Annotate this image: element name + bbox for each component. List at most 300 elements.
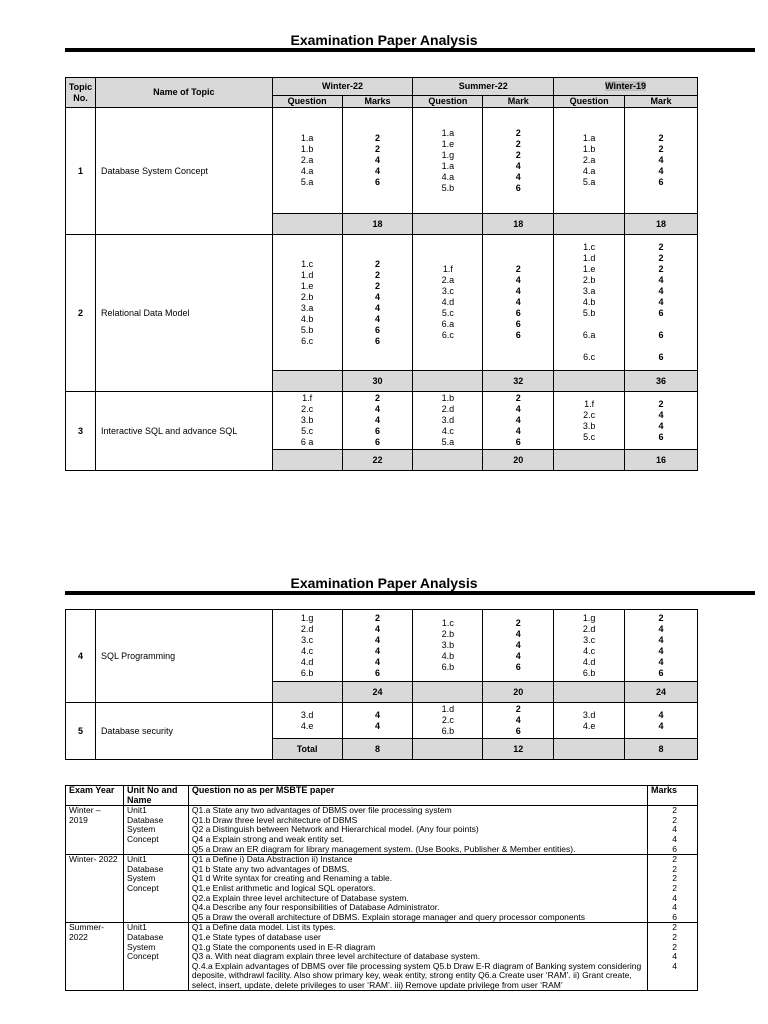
- winter22-marks-item: 4: [375, 656, 381, 667]
- msbte-rows: [66, 806, 698, 991]
- winter19-marks: [625, 108, 698, 214]
- winter22-questions: [272, 703, 342, 739]
- winter22-marks-item: 4: [374, 291, 380, 302]
- header-marks: Marks: [648, 786, 698, 806]
- question-item: Q4.a Describe any four responsibilities of Database Administrator.: [191, 902, 440, 913]
- summer22-questions-item: 1.e: [441, 138, 455, 149]
- topic-name: Database System Concept: [95, 108, 272, 235]
- header-summer-22: Summer-22: [413, 78, 554, 96]
- winter22-questions-item: 1.g: [300, 612, 314, 623]
- analysis-table-1: [65, 77, 698, 471]
- topic-number: 2: [66, 235, 96, 392]
- question-item: Q1.b Draw three level architecture of DBMS: [191, 814, 358, 825]
- winter22-marks: [342, 108, 413, 214]
- winter22-marks-item: 4: [374, 302, 380, 313]
- summer22-marks-item: 2: [515, 704, 521, 714]
- header-winter-22: Winter-22: [272, 78, 413, 96]
- winter19-marks-item: 4: [658, 409, 664, 420]
- winter22-marks-item: 2: [375, 612, 381, 623]
- winter19-questions-item: 5.a: [582, 177, 596, 187]
- winter19-total-spacer: [554, 682, 625, 703]
- mark-item: 2: [672, 805, 677, 816]
- mark-item: 2: [672, 941, 677, 952]
- winter19-questions-item: 2.b: [582, 275, 596, 285]
- summer22-marks-item: 4: [515, 651, 521, 661]
- summer22-questions-item: 1.f: [442, 264, 453, 274]
- winter22-marks-item: 4: [374, 155, 380, 165]
- winter19-questions-item: 3.a: [582, 286, 596, 296]
- msbte-row: [66, 855, 698, 923]
- mark-item: 2: [672, 814, 677, 825]
- msbte-table: [65, 785, 698, 991]
- topic-name: Relational Data Model: [95, 235, 272, 392]
- winter22-marks-item: 2: [374, 144, 380, 154]
- winter19-total: 24: [625, 682, 698, 703]
- summer22-marks-item: 4: [515, 160, 521, 171]
- winter19-questions-item: 2.d: [582, 623, 596, 634]
- winter22-questions-item: 2.a: [300, 155, 314, 165]
- header-exam-year: Exam Year: [66, 786, 124, 806]
- question-item: Q5 a Draw the overall architecture of DBMS. Explain storage manager and query processor components: [191, 911, 585, 922]
- winter19-marks-item: 2: [658, 253, 664, 263]
- mark-item: 4: [672, 824, 677, 835]
- mark-item: 2: [672, 922, 677, 933]
- topic-number: 3: [66, 392, 96, 471]
- winter19-questions-item: 4.b: [582, 297, 596, 307]
- summer22-marks-item: 6: [515, 182, 521, 193]
- question-item: Q1.g State the components used in E-R diagram: [191, 941, 376, 952]
- summer22-marks: [483, 392, 554, 450]
- summer22-questions-item: 4.b: [441, 651, 455, 661]
- summer22-questions-item: 2.b: [441, 629, 455, 639]
- mark-item: 2: [672, 931, 677, 942]
- summer22-marks-item: 2: [515, 138, 521, 149]
- winter22-questions-item: 1.d: [300, 269, 314, 280]
- winter22-questions-item: 6.b: [300, 667, 314, 678]
- subheader-question: Question: [272, 96, 342, 108]
- winter22-questions-item: 4.c: [301, 645, 314, 656]
- winter19-marks: [625, 392, 698, 450]
- winter19-marks-item: 4: [658, 656, 664, 667]
- summer22-marks-item: 2: [515, 264, 521, 274]
- topic-name: SQL Programming: [95, 610, 272, 703]
- winter22-marks-item: 2: [374, 393, 380, 403]
- winter22-total-spacer: [272, 214, 342, 235]
- winter22-total: 22: [342, 450, 413, 471]
- winter19-marks-item: 4: [658, 286, 664, 296]
- summer22-questions: [413, 108, 483, 214]
- winter19-marks-item: 6: [658, 352, 664, 362]
- winter19-marks-item: 4: [658, 623, 664, 634]
- summer22-marks-item: 4: [515, 426, 521, 436]
- winter19-marks-item: 6: [658, 308, 664, 318]
- winter19-marks-item: 2: [658, 133, 664, 143]
- topic-name: Interactive SQL and advance SQL: [95, 392, 272, 471]
- questions: [188, 923, 647, 991]
- winter19-questions-item: 1.c: [583, 242, 596, 252]
- topic-number: 4: [66, 610, 96, 703]
- winter22-marks: [342, 235, 413, 371]
- winter19-questions: [554, 392, 625, 450]
- winter19-questions-item: 4.d: [582, 656, 596, 667]
- winter19-marks-item: 2: [658, 264, 664, 274]
- unit-name: Unit1 Database System Concept: [123, 923, 188, 991]
- winter22-questions-item: 4.e: [300, 720, 314, 731]
- summer22-marks-item: 4: [515, 286, 521, 296]
- header-unit: Unit No and Name: [123, 786, 188, 806]
- winter22-total: 30: [342, 371, 413, 392]
- winter19-marks-item: 2: [658, 242, 664, 252]
- winter19-marks-item: 6: [658, 330, 664, 340]
- winter19-marks-item: 4: [658, 166, 664, 176]
- question-item: Q1 a Define i) Data Abstraction ii) Instance: [191, 854, 353, 865]
- winter22-marks: [342, 610, 413, 682]
- winter19-questions-item: 1.g: [582, 612, 596, 623]
- summer22-questions: [413, 392, 483, 450]
- winter19-questions-item: 1.f: [584, 398, 595, 409]
- winter19-marks: [625, 610, 698, 682]
- mark-item: 6: [672, 911, 677, 922]
- winter19-marks-item: 2: [658, 612, 664, 623]
- summer22-questions-item: 5.a: [441, 437, 455, 447]
- subheader-mark: Mark: [625, 96, 698, 108]
- mark-item: 2: [672, 882, 677, 893]
- questions: [188, 806, 647, 855]
- question-item: Q2.a Explain three level architecture of Database system.: [191, 892, 409, 903]
- summer22-questions-item: 4.d: [441, 297, 455, 307]
- question-item: Q1.e State types of database user: [191, 931, 321, 942]
- question-marks: [648, 855, 698, 923]
- question-marks: [648, 806, 698, 855]
- mark-item: 4: [672, 902, 677, 913]
- summer22-questions-item: 1.c: [441, 618, 454, 628]
- mark-item: 2: [672, 863, 677, 874]
- winter22-marks-item: 6: [374, 437, 380, 447]
- summer22-total-spacer: [413, 450, 483, 471]
- summer22-marks: [483, 235, 554, 371]
- winter19-questions-item: 1.e: [582, 264, 596, 274]
- winter19-questions-item: 3.c: [583, 634, 596, 645]
- summer22-questions-item: 2.d: [441, 404, 455, 414]
- winter19-marks: [625, 703, 698, 739]
- winter22-marks-item: 4: [375, 645, 381, 656]
- question-item: Q1.a State any two advantages of DBMS over file processing system: [191, 805, 452, 816]
- total-label: Total: [272, 739, 342, 760]
- summer22-total-spacer: [413, 214, 483, 235]
- winter19-marks-item: 6: [658, 431, 664, 442]
- summer22-total: 18: [483, 214, 554, 235]
- mark-item: 2: [672, 873, 677, 884]
- winter19-total: 18: [625, 214, 698, 235]
- winter22-marks-item: 6: [375, 667, 381, 678]
- mark-item: 6: [672, 843, 677, 854]
- summer22-questions: [413, 235, 483, 371]
- subheader-question: Question: [413, 96, 483, 108]
- winter19-total: 36: [625, 371, 698, 392]
- summer22-marks-item: 6: [515, 330, 521, 340]
- winter22-questions-item: 2.d: [300, 623, 314, 634]
- summer22-total-spacer: [413, 371, 483, 392]
- winter19-marks-item: 4: [658, 720, 664, 731]
- winter19-questions: [554, 108, 625, 214]
- winter19-questions-item: 6.a: [582, 330, 596, 340]
- summer22-questions-item: 1.a: [441, 127, 455, 138]
- summer22-marks-item: 4: [515, 171, 521, 182]
- winter22-marks-item: 4: [374, 166, 380, 176]
- winter19-marks-item: 4: [658, 709, 664, 720]
- summer22-questions-item: 6.a: [441, 319, 455, 329]
- winter19-total-spacer: [554, 739, 625, 760]
- winter19-questions-item: 1.d: [582, 253, 596, 263]
- winter22-questions-item: 1.a: [300, 133, 314, 143]
- summer22-marks-item: 4: [515, 640, 521, 650]
- winter22-questions-item: 6 a: [300, 437, 314, 447]
- summer22-marks-item: 2: [515, 393, 521, 403]
- winter19-marks-item: 4: [658, 297, 664, 307]
- summer22-questions-item: 6.b: [441, 662, 455, 672]
- title-rule: [65, 591, 755, 595]
- winter19-questions-item: 5.c: [583, 431, 596, 442]
- summer22-marks-item: 4: [515, 629, 521, 639]
- summer22-marks-item: 6: [515, 726, 521, 736]
- winter19-questions: [554, 703, 625, 739]
- winter22-marks-item: 2: [374, 269, 380, 280]
- summer22-marks: [483, 108, 554, 214]
- header-winter-19: Winter-19: [554, 78, 698, 96]
- winter19-marks-item: 4: [658, 275, 664, 285]
- summer22-marks-item: 6: [515, 437, 521, 447]
- exam-year: Winter- 2022: [66, 855, 124, 923]
- winter22-total: 24: [342, 682, 413, 703]
- mark-item: 4: [672, 960, 677, 971]
- mark-item: 4: [672, 833, 677, 844]
- topic-name: Database security: [95, 703, 272, 760]
- winter22-questions-item: 2.c: [301, 404, 314, 414]
- winter22-questions: [272, 108, 342, 214]
- page-title: Examination Paper Analysis: [290, 32, 478, 48]
- winter22-marks-item: 6: [374, 177, 380, 187]
- topic-number: 5: [66, 703, 96, 760]
- winter19-questions-item: [554, 319, 624, 330]
- winter22-marks: [342, 703, 413, 739]
- topic-block: [66, 392, 698, 471]
- summer22-questions-item: 3.c: [441, 286, 454, 296]
- msbte-row: [66, 806, 698, 855]
- winter22-questions-item: 1.b: [300, 144, 314, 154]
- questions: [188, 855, 647, 923]
- exam-year: Winter – 2019: [66, 806, 124, 855]
- winter22-questions-item: 2.b: [300, 291, 314, 302]
- summer22-questions-item: 3.b: [441, 640, 455, 650]
- mark-item: 2: [672, 854, 677, 865]
- winter19-marks-item: 6: [658, 177, 664, 187]
- winter22-marks-item: 2: [374, 258, 380, 269]
- winter19-marks-item: 4: [658, 645, 664, 656]
- header-question: Question no as per MSBTE paper: [188, 786, 647, 806]
- summer22-total: 12: [483, 739, 554, 760]
- summer22-marks-item: 2: [515, 618, 521, 628]
- question-item: Q3 a. With neat diagram explain three level architecture of database system.: [191, 951, 481, 962]
- msbte-row: [66, 923, 698, 991]
- summer22-questions-item: 1.b: [441, 393, 455, 403]
- winter22-total-spacer: [272, 682, 342, 703]
- summer22-total: 20: [483, 682, 554, 703]
- question-item: Q4 a Explain strong and weak entity set.: [191, 833, 345, 844]
- summer22-questions-item: 6.b: [441, 726, 455, 736]
- winter22-marks-item: 6: [374, 426, 380, 436]
- winter22-marks-item: 4: [375, 634, 381, 645]
- winter19-marks-item: 2: [658, 398, 664, 409]
- winter22-total: 8: [342, 739, 413, 760]
- winter19-questions-item: 4.a: [582, 166, 596, 176]
- winter22-total: 18: [342, 214, 413, 235]
- winter22-questions-item: 4.a: [300, 166, 314, 176]
- winter22-marks-item: 6: [374, 324, 380, 335]
- subheader-question: Question: [554, 96, 625, 108]
- winter19-marks-item: 2: [658, 144, 664, 154]
- winter22-questions-item: 4.b: [300, 313, 314, 324]
- summer22-total-spacer: [413, 682, 483, 703]
- winter19-marks: [625, 235, 698, 371]
- unit-name: Unit1 Database System Concept: [123, 806, 188, 855]
- winter22-questions: [272, 610, 342, 682]
- summer22-questions-item: 6.c: [441, 330, 454, 340]
- winter22-marks-item: 6: [374, 335, 380, 346]
- summer22-questions-item: 3.d: [441, 415, 455, 425]
- winter19-questions-item: 3.d: [582, 709, 596, 720]
- winter22-questions-item: 3.c: [301, 634, 314, 645]
- winter19-questions-item: 2.c: [583, 409, 596, 420]
- summer22-questions-item: 2.c: [441, 715, 454, 725]
- winter19-questions-item: 4.c: [583, 645, 596, 656]
- question-item: Q1 a Define data model. List its types.: [191, 922, 336, 933]
- summer22-questions-item: 4.c: [441, 426, 454, 436]
- winter19-questions-item: 1.b: [582, 144, 596, 154]
- winter19-questions-item: 6.c: [583, 352, 596, 362]
- header-name-of-topic: Name of Topic: [95, 78, 272, 108]
- question-item: Q2 a Distinguish between Network and Hierarchical model. (Any four points): [191, 824, 479, 835]
- winter19-marks-item: [625, 319, 697, 330]
- summer22-marks-item: 6: [515, 308, 521, 318]
- winter19-marks-item: 4: [658, 155, 664, 165]
- winter22-questions-item: 1.f: [302, 393, 313, 403]
- summer22-questions-item: 5.c: [441, 308, 454, 318]
- summer22-questions-item: 5.b: [441, 182, 455, 193]
- winter22-total-spacer: [272, 450, 342, 471]
- subheader-marks: Marks: [342, 96, 413, 108]
- winter19-questions-item: 3.b: [582, 420, 596, 431]
- winter19-marks-item: 6: [658, 667, 664, 678]
- topic-block: [66, 108, 698, 235]
- summer22-marks-item: 4: [515, 415, 521, 425]
- winter22-questions-item: 3.a: [300, 302, 314, 313]
- analysis-table-2: [65, 609, 698, 760]
- winter19-total-spacer: [554, 371, 625, 392]
- winter22-questions-item: 6.c: [301, 335, 314, 346]
- summer22-marks-item: 4: [515, 715, 521, 725]
- question-item: Q.4.a Explain advantages of DBMS over file processing system Q5.b Draw E-R diagram of Banking system considering deposite, withdrawl facility. Also show primary key, weak entity, strong entity Q6.a Create user ‘RAM’. ii) Grant create, select, insert, update, delete privileges to user ‘RAM’. iii) Remove update privilege from user ‘RAM’: [191, 960, 642, 990]
- unit-name: Unit1 Database System Concept: [123, 855, 188, 923]
- winter19-questions-item: 6.b: [582, 667, 596, 678]
- winter22-questions-item: 5.a: [300, 177, 314, 187]
- winter19-total: 8: [625, 739, 698, 760]
- summer22-questions-item: 2.a: [441, 275, 455, 285]
- winter22-questions-item: 3.d: [300, 709, 314, 720]
- winter19-questions-item: 4.e: [582, 720, 596, 731]
- winter19-total-spacer: [554, 450, 625, 471]
- winter19-questions-item: 5.b: [582, 308, 596, 318]
- winter22-marks-item: 2: [374, 133, 380, 143]
- winter22-questions-item: 5.b: [300, 324, 314, 335]
- winter19-marks-item: 4: [658, 420, 664, 431]
- summer22-marks-item: 2: [515, 127, 521, 138]
- winter22-marks-item: 4: [375, 709, 381, 720]
- summer22-questions-item: 1.a: [441, 160, 455, 171]
- topic-block: [66, 703, 698, 760]
- winter22-marks-item: 4: [374, 313, 380, 324]
- question-item: Q1.e Enlist arithmetic and logical SQL operators.: [191, 882, 376, 893]
- winter19-questions: [554, 610, 625, 682]
- summer22-marks-item: 2: [515, 149, 521, 160]
- mark-item: 4: [672, 892, 677, 903]
- exam-year: Summer- 2022: [66, 923, 124, 991]
- topic-block: [66, 610, 698, 703]
- winter22-questions-item: 5.c: [301, 426, 314, 436]
- winter19-questions-item: 1.a: [582, 133, 596, 143]
- summer22-marks-item: 4: [515, 297, 521, 307]
- winter19-questions-item: 2.a: [582, 155, 596, 165]
- winter22-marks: [342, 392, 413, 450]
- question-item: Q5 a Draw an ER diagram for library management system. (Use Books, Publisher & Member entities).: [191, 843, 576, 854]
- winter19-questions: [554, 235, 625, 371]
- winter22-questions-item: 3.b: [300, 415, 314, 425]
- summer22-marks-item: 6: [515, 662, 521, 672]
- summer22-questions: [413, 703, 483, 739]
- topic-number: 1: [66, 108, 96, 235]
- question-item: Q1 b State any two advantages of DBMS.: [191, 863, 350, 874]
- summer22-marks: [483, 703, 554, 739]
- summer22-total: 20: [483, 450, 554, 471]
- winter22-questions-item: 1.c: [301, 258, 314, 269]
- summer22-marks-item: 6: [515, 319, 521, 329]
- winter22-questions-item: 1.e: [300, 280, 314, 291]
- winter22-marks-item: 2: [374, 280, 380, 291]
- winter22-marks-item: 4: [375, 623, 381, 634]
- summer22-total: 32: [483, 371, 554, 392]
- winter22-total-spacer: [272, 371, 342, 392]
- summer22-marks-item: 4: [515, 404, 521, 414]
- summer22-questions-item: 4.a: [441, 171, 455, 182]
- title-rule: [65, 48, 755, 52]
- winter22-marks-item: 4: [374, 415, 380, 425]
- question-item: Q1 d Write syntax for creating and Renaming a table.: [191, 873, 393, 884]
- winter22-marks-item: 4: [374, 404, 380, 414]
- page-title: Examination Paper Analysis: [290, 575, 478, 591]
- winter22-questions: [272, 235, 342, 371]
- winter19-marks-item: 4: [658, 634, 664, 645]
- summer22-questions-item: 1.d: [441, 704, 455, 714]
- summer22-marks: [483, 610, 554, 682]
- subheader-mark: Mark: [483, 96, 554, 108]
- mark-item: 4: [672, 951, 677, 962]
- winter22-questions: [272, 392, 342, 450]
- winter19-questions-item: [554, 341, 624, 352]
- winter22-marks-item: 4: [375, 720, 381, 731]
- summer22-questions: [413, 610, 483, 682]
- question-marks: [648, 923, 698, 991]
- winter19-total-spacer: [554, 214, 625, 235]
- winter19-marks-item: [625, 341, 697, 352]
